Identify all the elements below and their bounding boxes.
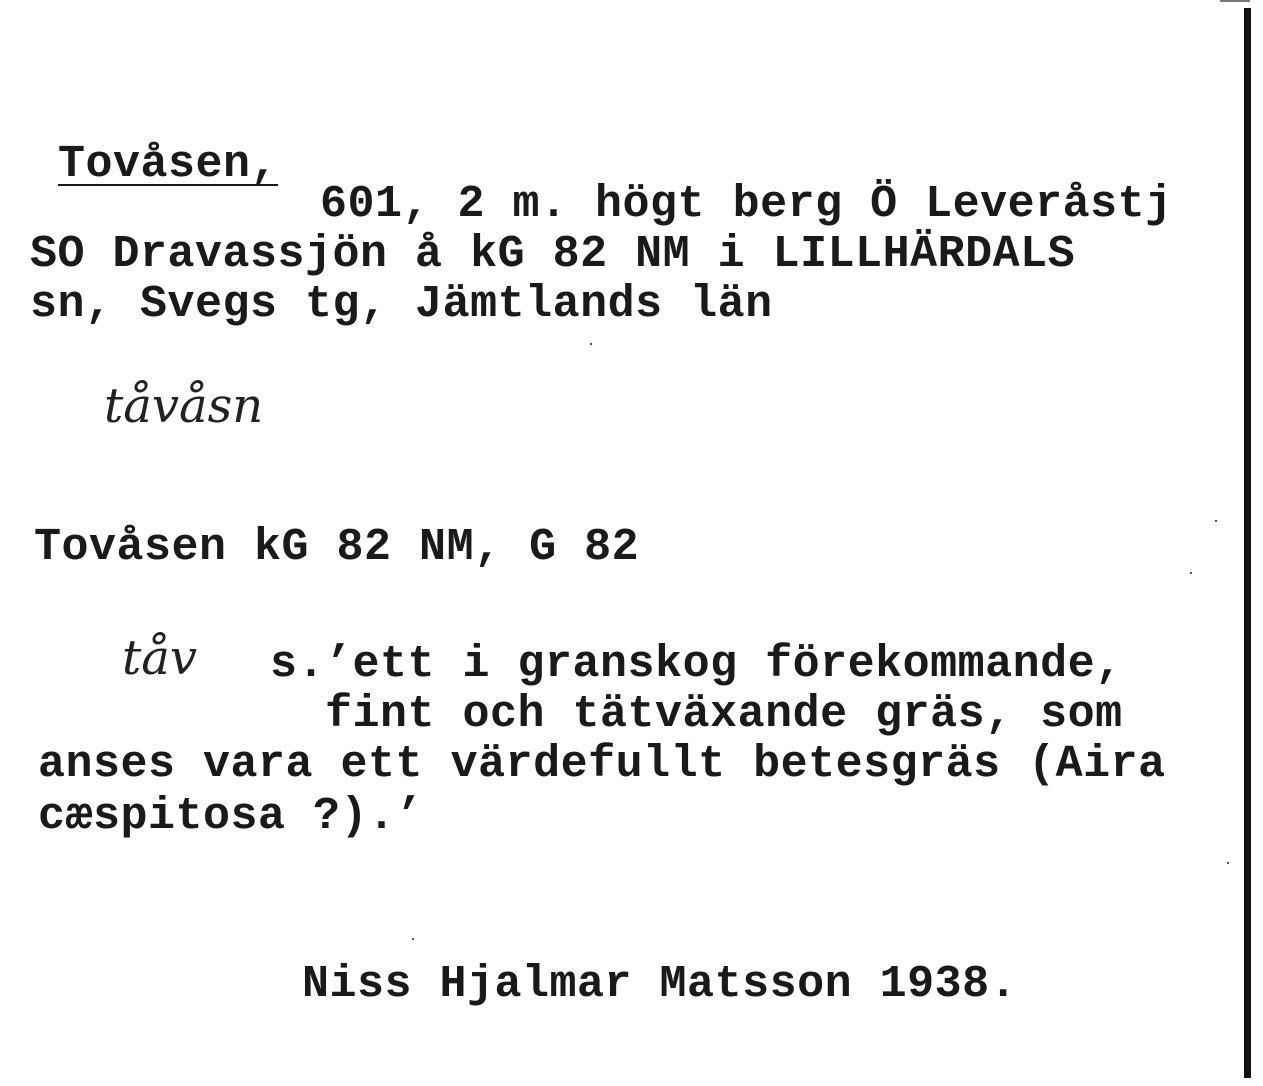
- definition-line-2: fint och tätväxande gräs, som: [325, 689, 1123, 740]
- speck: [1227, 862, 1229, 864]
- definition-line-3: anses vara ett värdefullt betesgräs (Aira: [38, 739, 1166, 790]
- word-handwritten: tåv: [122, 630, 198, 686]
- definition-line-1: s.’ett i granskog förekommande,: [270, 639, 1123, 690]
- location-line-1: 601, 2 m. högt berg Ö Leveråstj: [320, 179, 1173, 230]
- pronunciation-handwritten: tåvåsn: [104, 378, 264, 434]
- location-line-2: SO Dravassjön å kG 82 NM i LILLHÄRDALS: [30, 229, 1076, 280]
- variant-line: Tovåsen kG 82 NM, G 82: [34, 522, 640, 573]
- signature: Niss Hjalmar Matsson 1938.: [302, 959, 1018, 1010]
- speck: [412, 938, 414, 940]
- speck: [1190, 572, 1192, 574]
- card-edge: [1244, 8, 1251, 1078]
- definition-line-4: cæspitosa ?).’: [38, 791, 424, 842]
- speck: [1215, 520, 1217, 522]
- location-line-3: sn, Svegs tg, Jämtlands län: [30, 279, 773, 330]
- card-edge-top: [1220, 0, 1250, 2]
- speck: [590, 343, 592, 345]
- headword: Tovåsen,: [58, 139, 279, 190]
